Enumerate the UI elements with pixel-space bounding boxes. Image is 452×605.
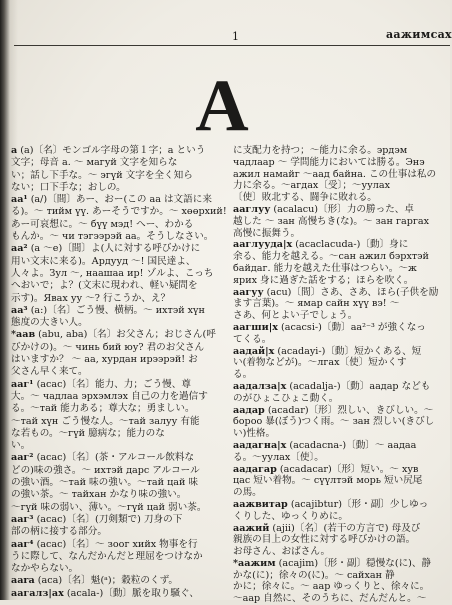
entry-headline (11, 329, 226, 341)
entry-text: (acac)〔名〕～ зоог хийх 物事を行 (33, 538, 198, 550)
entry-text: もんか。～ чи тэгээрэй аа。そうしなさい。 (11, 231, 214, 243)
headword: aaг³ (11, 513, 34, 525)
entry-text: る)。～ тийм үү. あーそうですか。～ хөөрхий! (11, 206, 227, 218)
entry-line (11, 256, 226, 268)
entry-text: の強い茶。～ тайхан かなり味の強い。 (11, 489, 187, 501)
entry-text: い(着物などが)。～лгах〔使〕短かくす (233, 357, 407, 369)
entry-text: (acu)〔間〕さあ、さあ、ほら(子供を励 (263, 286, 439, 298)
headword: аадалза|х (233, 380, 287, 392)
entry-line (11, 526, 226, 538)
entry-headline (233, 322, 447, 334)
entry-headline (11, 145, 226, 157)
entry-text: 示す)。Явах уу ～? 行こうか、え？ (11, 292, 171, 304)
entry-text: な若もの。～гүй 臆病な；能力のな (11, 427, 165, 439)
entry-text: はいますか？ ～ аа, хурдан ирээрэй! お (11, 354, 198, 366)
headword: *аажим (233, 557, 276, 569)
entry-line (233, 251, 447, 263)
entry-line (233, 145, 447, 157)
headword: aara (11, 575, 35, 587)
entry-line (233, 581, 447, 593)
entry-text: (acala-)〔動〕脈を取り騒ぐ、 (63, 587, 199, 599)
entry-line (233, 393, 447, 405)
entry-text: ярих 身に過ぎた話をする；ほらを吹く。 (233, 274, 414, 286)
entry-line (233, 169, 447, 181)
entry-text: 部の柄に接する部分。 (11, 526, 107, 538)
entry-line (11, 317, 226, 329)
entry-line (11, 489, 226, 501)
entry-text: чадлаар ～ 学問能力においては勝る。Энэ (233, 156, 425, 168)
entry-text: (acac)〔名〕(刀剣類で) 刀身の下 (33, 513, 183, 525)
entry-text: かに；徐々に。～ аар ゆっくりと、徐々に。 (233, 581, 430, 593)
entry-line (11, 182, 226, 194)
entry-text: цас 短い着物。～ сүүлтэй морь 短い尻尾 (233, 475, 423, 487)
entry-text: ない；口下手な；おしの。 (11, 181, 126, 193)
entry-text: お母さん、おばさん。 (233, 546, 331, 558)
entry-line (233, 180, 447, 192)
entry-line (233, 593, 447, 605)
entry-line (11, 342, 226, 354)
headword: aa¹ (11, 194, 28, 206)
entry-text: 〔使〕敗北する、闘争に敗れる。 (233, 192, 377, 204)
entry-text: てくる。 (233, 333, 272, 345)
entry-text: うに際して、なんだかんだと理屈をつけなか (11, 550, 203, 562)
headword: аагши|х (233, 321, 278, 333)
entry-line (233, 452, 447, 464)
entry-text: (acadacar)〔形〕短い。～ хув (276, 463, 419, 475)
entry-headline (233, 440, 447, 452)
entry-text: あー可哀想に。～ бүү мэд! へー、わかる (11, 218, 194, 230)
headword: aaг¹ (11, 378, 34, 390)
entry-line (11, 231, 226, 243)
headword: aaг⁴ (11, 538, 34, 550)
entry-text: (acacsi-)〔動〕aa²⁻³ が強くなっ (277, 321, 426, 333)
entry-line (11, 465, 226, 477)
entry-text: る。 (233, 369, 253, 381)
headword: aaг² (11, 452, 34, 464)
entry-text: い。 (11, 440, 31, 452)
entry-text: 親族の目上の女性に対する呼びかけの語。 (233, 534, 416, 546)
entry-text: 文字；母音 a. ～ магуй 文字を知らな (11, 157, 178, 169)
entry-line (11, 354, 226, 366)
headword: ааглууда|х (233, 239, 293, 251)
entry-text: 越した ～ зан 高慢ちき(な)。～ зан гаргах (233, 215, 430, 227)
entry-headline (233, 523, 447, 535)
entry-text: (acajibtur)〔形・副〕少しゆっ (287, 498, 429, 510)
entry-text: байдаг. 能力を越えた仕事はつらい。～ж (233, 262, 417, 274)
entry-line (11, 502, 226, 514)
entry-line (233, 228, 447, 240)
entry-line (11, 551, 226, 563)
entry-text: どの)味の強さ。～ ихтэй дарс アルコール (11, 464, 200, 476)
headword: аажий (233, 522, 270, 534)
entry-text: 人々よ。Зул ～, наашаа ир! ゾルよ、こっち (11, 267, 214, 279)
entry-text: (acadalja-)〔動〕аадар なども (286, 380, 431, 392)
entry-text: のがひょこひょこ動く。 (233, 392, 339, 404)
entry-line (11, 268, 226, 280)
entry-headline (11, 588, 226, 600)
entry-line (11, 416, 226, 428)
entry-line (233, 192, 447, 204)
entry-text: びかけの)。～ чинь бий юу? 君のお父さん (11, 341, 205, 353)
entry-line (11, 157, 226, 169)
entry-line (233, 310, 447, 322)
headword: a (11, 145, 18, 156)
entry-line (233, 216, 447, 228)
entry-headline (11, 452, 226, 464)
entry-headline (11, 305, 226, 317)
section-letter: A (195, 65, 249, 147)
entry-text: 用い文末に来る)。Ардууд ～! 国民達よ、 (11, 255, 196, 267)
headword: aaгалз|ах (11, 587, 64, 599)
entry-text: бороо 暴(ぼう)つく雨。～ зан 烈しい(きびし (233, 416, 435, 428)
page-number: 1 (232, 30, 239, 43)
entry-text: (ajii)〔名〕(若干の方言で) 母及び (269, 522, 421, 534)
entry-line (11, 219, 226, 231)
entry-text: (acadayi-)〔動〕短かくある、短 (274, 345, 422, 357)
entry-line (233, 534, 447, 546)
entry-text: 大。～ чадлаа эрхэмлэх 自己の力を過信す (11, 390, 208, 402)
entry-text: る。～уулах〔使〕。 (233, 451, 324, 463)
entry-text: い)性格。 (233, 428, 276, 440)
entry-line (11, 428, 226, 440)
entry-line (11, 403, 226, 415)
entry-line (233, 546, 447, 558)
headword: aa³ (11, 304, 28, 316)
entry-headline (233, 405, 447, 417)
entry-line (233, 357, 447, 369)
entry-text: る。～тай 能力ある；尊大な；勇ましい。 (11, 403, 195, 415)
entry-headline (233, 499, 447, 511)
entry-text: (a ～e)〔間〕よ(人に対する呼びかけに (27, 243, 201, 255)
entry-text: い；話し下手な。～ эгүй 文字を全く知ら (11, 169, 193, 181)
entry-text: ～аар 自然に、そのうちに、だんだんと。～ (233, 593, 427, 605)
headword: *aaв (11, 329, 36, 341)
entry-line (233, 487, 447, 499)
entry-line (233, 570, 447, 582)
entry-text: ～гүй 味の弱い、薄い。～гүй цай 弱い茶。 (11, 501, 207, 513)
entry-text: なかやらない。 (11, 563, 79, 575)
entry-text: 余る、能力を越える。～сан ажил бэрхтэй (233, 251, 429, 263)
entry-headline (11, 514, 226, 526)
entry-headline (233, 381, 447, 393)
entry-text: (acadar)〔形〕烈しい、きびしい。～ (264, 404, 434, 416)
entry-line (11, 440, 226, 452)
running-head: аажимсах (386, 28, 452, 41)
entry-text: (a:)〔名〕ごう慢、横柄。～ ихтэй хүн (27, 304, 205, 316)
entry-line (11, 477, 226, 489)
headword: ааглуу (233, 203, 271, 215)
entry-text: (acaclacuda-)〔動〕身に (292, 239, 409, 251)
entry-text: ます言葉)。～ ямар сайн хүү вэ! ～ (233, 298, 400, 310)
entry-line (233, 334, 447, 346)
entry-headline (233, 346, 447, 358)
entry-line (233, 416, 447, 428)
entry-text: の強い酒。～тай 味の強い。～тай цай 味 (11, 477, 198, 489)
entry-headline (11, 379, 226, 391)
entry-text: さあ、何とよい子でしょう。 (233, 310, 358, 322)
entry-headline (233, 558, 447, 570)
entry-text: の馬。 (233, 487, 262, 499)
entry-text: (a/)〔間〕あー、おー(この aa は文語に来 (27, 194, 212, 206)
entry-headline (11, 575, 226, 587)
entry-text: 態度の大きい人。 (11, 317, 88, 329)
entry-line (233, 298, 447, 310)
entry-headline (233, 287, 447, 299)
entry-text: ～тай хүн ごう慢な人。～тай залуу 有能 (11, 415, 200, 427)
entry-line (233, 511, 447, 523)
headword: аадай|х (233, 345, 275, 357)
entry-text: (a)〔名〕モンゴル字母の第１字；a という (17, 145, 206, 156)
entry-line (11, 366, 226, 378)
entry-text: 力に余る。～агдах〔受〕；～уулах (233, 180, 391, 192)
entry-line (11, 391, 226, 403)
headword: аажвитар (233, 498, 288, 510)
entry-headline (11, 539, 226, 551)
entry-line (11, 280, 226, 292)
headword: аагуу (233, 286, 264, 298)
entry-line (233, 263, 447, 275)
entry-line (233, 157, 447, 169)
entry-headline (233, 464, 447, 476)
entry-headline (11, 194, 226, 206)
entry-line (233, 428, 447, 440)
entry-text: (acajim)〔形・副〕穏慢な(に)、静 (275, 557, 432, 569)
left-column (11, 145, 226, 598)
headword: aa² (11, 243, 28, 255)
entry-line (233, 275, 447, 287)
entry-text: へおいで；よ？(文末に現われ、軽い疑問を (11, 280, 198, 292)
headword: аадагар (233, 463, 277, 475)
entry-line (233, 369, 447, 381)
entry-text: (aca)〔名〕魁(ᵃ)；穀粒のくず。 (34, 575, 179, 587)
entry-text: くりした、ゆっくりめに。 (233, 510, 349, 522)
entry-text: 父さん早く来て。 (11, 366, 88, 378)
right-column (233, 145, 447, 605)
entry-text: (acadacna-)〔動〕～ аадаа (286, 439, 417, 451)
entry-text: に支配力を持つ；～能力に余る。эрдэм (233, 145, 408, 156)
entry-text: ажил намайг ～аад байна. この仕事は私の (233, 168, 437, 180)
headword: аадар (233, 404, 265, 416)
entry-text: (abu, aba)〔名〕お父さん；おじさん(呼 (35, 329, 216, 341)
entry-text: かな(に)；徐々の(に)。～ сайхан 静 (233, 569, 395, 581)
entry-text: (acac)〔名〕能力、力；ごう慢、尊 (33, 378, 191, 390)
entry-text: (acac)〔名〕(茶・アルコール飲料な (33, 452, 195, 464)
entry-headline (233, 239, 447, 251)
entry-line (11, 563, 226, 575)
entry-text: 高慢に振舞う。 (233, 227, 301, 239)
entry-line (11, 170, 226, 182)
entry-line (11, 293, 226, 305)
entry-headline (11, 243, 226, 255)
entry-text: (acalacu)〔形〕力の勝った、卓 (270, 203, 414, 215)
entry-headline (233, 204, 447, 216)
headword: аадагна|х (233, 439, 287, 451)
entry-line (233, 475, 447, 487)
entry-line (11, 206, 226, 218)
header-rule (14, 45, 450, 46)
